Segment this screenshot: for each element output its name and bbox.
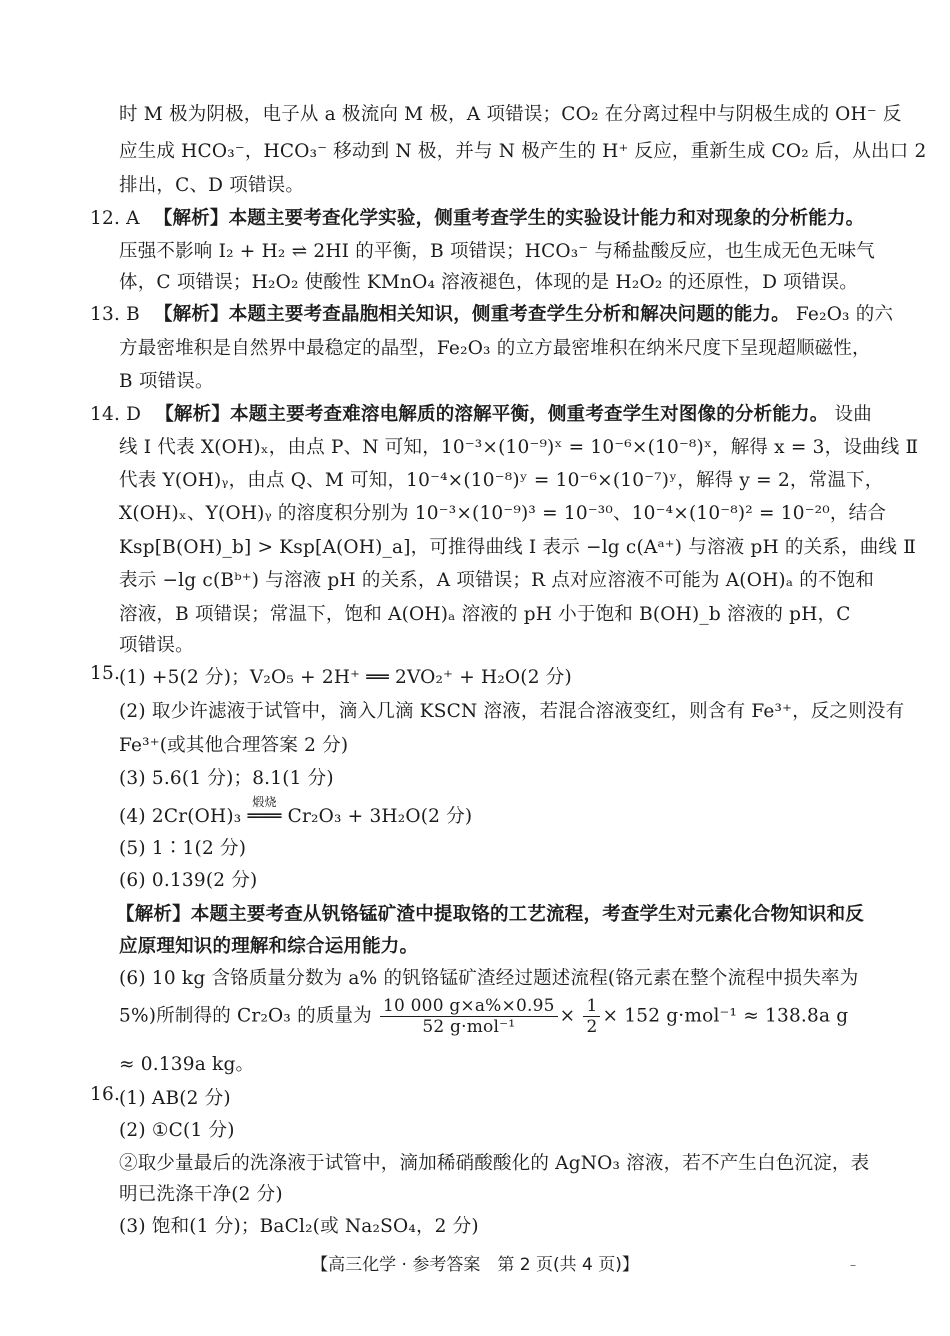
calcination-arrow bbox=[247, 795, 282, 827]
fraction-half bbox=[583, 996, 600, 1037]
calcination-label: 煅烧 bbox=[252, 795, 277, 809]
text-line: ≈ 0.139a kg。 bbox=[119, 1054, 255, 1075]
text-line: 项错误。 bbox=[119, 635, 194, 656]
q16-number: 16. bbox=[90, 1084, 121, 1105]
calc-prefix: 5%)所制得的 Cr₂O₃ 的质量为 bbox=[119, 1005, 372, 1027]
corner-mark: – bbox=[850, 1258, 856, 1272]
text-line: 代表 Y(OH)ᵧ，由点 Q、M 可知，10⁻⁴×(10⁻⁸)ʸ = 10⁻⁶×(10⁻⁷)ʸ，解得 y = 2，常温下， bbox=[119, 470, 884, 491]
q13-analysis-heading: 【解析】本题主要考查晶胞相关知识，侧重考查学生分析和解决问题的能力。 bbox=[154, 304, 790, 325]
fraction-denominator: 2 bbox=[586, 1017, 598, 1037]
text-line: 溶液，B 项错误；常温下，饱和 A(OH)ₐ 溶液的 pH 小于饱和 B(OH)_b 溶液的 pH，C bbox=[119, 604, 851, 625]
calc-suffix: × 152 g·mol⁻¹ ≈ 138.8a g bbox=[602, 1005, 849, 1027]
page-footer: 【高三化学 · 参考答案 第 2 页(共 4 页)】 bbox=[311, 1255, 639, 1275]
fraction-numerator: 1 bbox=[583, 996, 600, 1017]
q14-number: 14. D bbox=[90, 404, 142, 425]
equals-sign: ═══ bbox=[247, 806, 282, 827]
q14-line bbox=[90, 400, 872, 426]
text-line: (6) 0.139(2 分) bbox=[119, 870, 258, 891]
text-line: (1) AB(2 分) bbox=[119, 1088, 231, 1109]
text-line: Fe³⁺(或其他合理答案 2 分) bbox=[119, 735, 349, 756]
text-line: 线 Ⅰ 代表 X(OH)ₓ，由点 P、N 可知，10⁻³×(10⁻⁹)ˣ = 10⁻⁶×(10⁻⁸)ˣ，解得 x = 3，设曲线 Ⅱ bbox=[119, 437, 919, 458]
q12-line bbox=[90, 204, 864, 230]
text-line: 明已洗涤干净(2 分) bbox=[119, 1184, 283, 1205]
fraction-denominator: 52 g·mol⁻¹ bbox=[422, 1017, 516, 1037]
text-line: (3) 饱和(1 分)；BaCl₂(或 Na₂SO₄，2 分) bbox=[119, 1216, 479, 1237]
times-sign: × bbox=[559, 1005, 576, 1027]
text-line: 时 M 极为阴极，电子从 a 极流向 M 极，A 项错误；CO₂ 在分离过程中与阴极生成的 OH⁻ 反 bbox=[119, 104, 902, 125]
text-line: (5) 1∶1(2 分) bbox=[119, 838, 247, 859]
fraction-numerator: 10 000 g×a%×0.95 bbox=[380, 996, 558, 1017]
text-line: 应生成 HCO₃⁻，HCO₃⁻ 移动到 N 极，并与 N 极产生的 H⁺ 反应，重新生成 CO₂ 后，从出口 2 bbox=[119, 141, 927, 162]
q12-number: 12. A bbox=[90, 208, 140, 229]
q15-number: 15. bbox=[90, 663, 121, 684]
q13-line bbox=[90, 300, 893, 326]
text-line: ②取少量最后的洗涤液于试管中，滴加稀硝酸酸化的 AgNO₃ 溶液，若不产生白色沉淀，表 bbox=[119, 1153, 870, 1174]
equation-left: (4) 2Cr(OH)₃ bbox=[119, 806, 248, 827]
q13-number: 13. B bbox=[90, 304, 140, 325]
text-line: B 项错误。 bbox=[119, 371, 214, 392]
mass-calculation-line bbox=[119, 996, 848, 1037]
text-line: 表示 −lg c(Bᵇ⁺) 与溶液 pH 的关系，A 项错误；R 点对应溶液不可能为 A(OH)ₐ 的不饱和 bbox=[119, 570, 875, 591]
q15-analysis-heading-cont: 应原理知识的理解和综合运用能力。 bbox=[119, 936, 419, 957]
text-line: 体，C 项错误；H₂O₂ 使酸性 KMnO₄ 溶液褪色，体现的是 H₂O₂ 的还原性，D 项错误。 bbox=[119, 272, 858, 293]
text-line: (6) 10 kg 含铬质量分数为 a% 的钒铬锰矿渣经过题述流程(铬元素在整个流程中损失率为 bbox=[119, 968, 859, 989]
q12-analysis-heading: 【解析】本题主要考查化学实验，侧重考查学生的实验设计能力和对现象的分析能力。 bbox=[153, 208, 865, 229]
reaction-equation-line bbox=[119, 795, 473, 828]
text-line: (2) ①C(1 分) bbox=[119, 1120, 235, 1141]
q13-tail: Fe₂O₃ 的六 bbox=[795, 304, 894, 325]
q15-analysis-heading: 【解析】本题主要考查从钒铬锰矿渣中提取铬的工艺流程，考查学生对元素化合物知识和反 bbox=[116, 904, 865, 925]
q14-analysis-heading: 【解析】本题主要考查难溶电解质的溶解平衡，侧重考查学生对图像的分析能力。 bbox=[155, 404, 829, 425]
text-line: Ksp[B(OH)_b] > Ksp[A(OH)_a]，可推得曲线 Ⅰ 表示 −lg c(Aᵃ⁺) 与溶液 pH 的关系，曲线 Ⅱ bbox=[119, 537, 916, 558]
equation-right: Cr₂O₃ + 3H₂O(2 分) bbox=[281, 806, 473, 827]
fraction-mass bbox=[380, 996, 558, 1037]
text-line: 排出，C、D 项错误。 bbox=[119, 175, 305, 196]
text-line: 方最密堆积是自然界中最稳定的晶型，Fe₂O₃ 的立方最密堆积在纳米尺度下呈现超顺磁性， bbox=[119, 338, 871, 359]
text-line: 压强不影响 I₂ + H₂ ⇌ 2HI 的平衡，B 项错误；HCO₃⁻ 与稀盐酸反应，也生成无色无味气 bbox=[119, 241, 875, 262]
text-line: (3) 5.6(1 分)；8.1(1 分) bbox=[119, 768, 334, 789]
q14-tail: 设曲 bbox=[834, 404, 872, 425]
text-line: X(OH)ₓ、Y(OH)ᵧ 的溶度积分别为 10⁻³×(10⁻⁹)³ = 10⁻³⁰、10⁻⁴×(10⁻⁸)² = 10⁻²⁰，结合 bbox=[119, 503, 887, 524]
text-line: (1) +5(2 分)；V₂O₅ + 2H⁺ ══ 2VO₂⁺ + H₂O(2 分) bbox=[119, 667, 572, 688]
text-line: (2) 取少许滤液于试管中，滴入几滴 KSCN 溶液，若混合溶液变红，则含有 Fe³⁺，反之则没有 bbox=[119, 701, 905, 722]
